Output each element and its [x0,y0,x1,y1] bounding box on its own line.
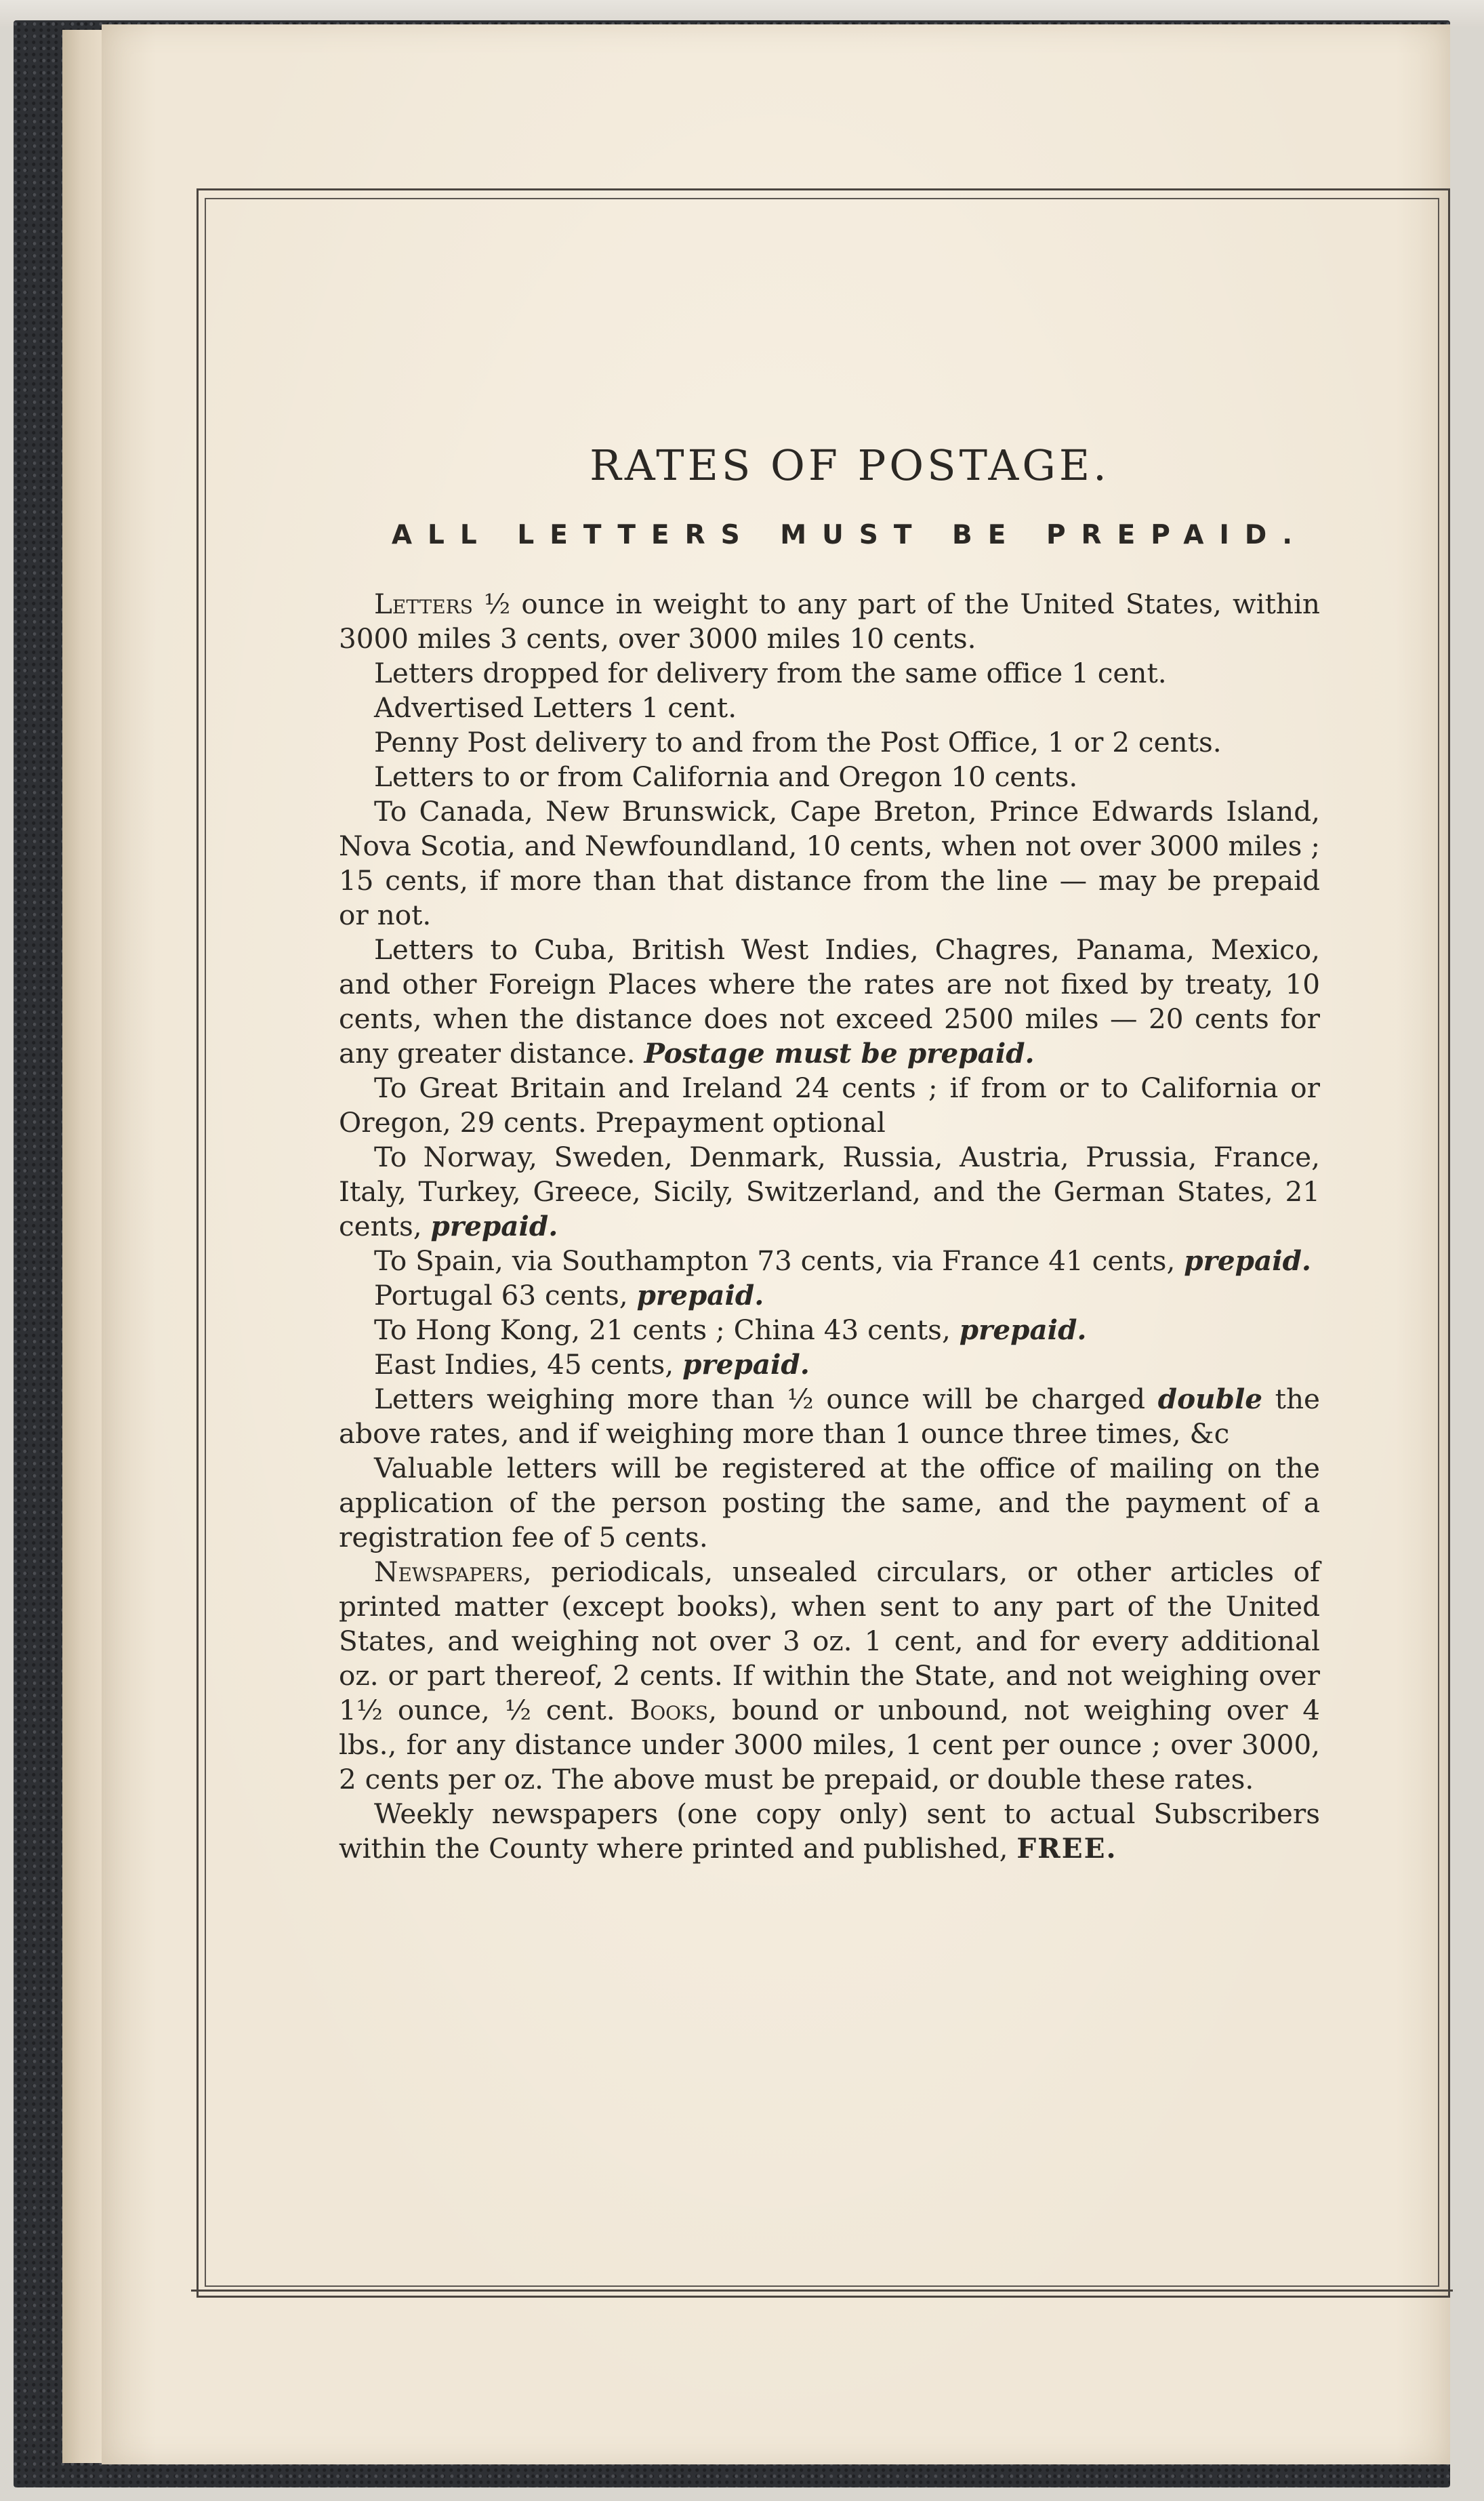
paragraph-portugal [339,1278,1320,1313]
lead-word: Newspapers, [374,1556,532,1588]
paragraph-letters [339,587,1320,656]
paragraph-registered: Valuable letters will be registered at the office of mailing on the application of the person posting the same, and the payment of a registration fee of 5 cents. [339,1452,1320,1553]
emphasis-text: double [1157,1383,1262,1415]
paragraph-newspapers [339,1555,1320,1797]
paragraph-advertised: Advertised Letters 1 cent. [374,691,737,724]
paragraph-text: periodicals, unsealed circulars, or other articles of printed matter (except books), when sent to any part of the United States, and weighing not over 3 oz. 1 cent, and for every additional oz. or part thereof, 2 cents. If within the State, and not weighing over 1½ ounce, ½ cent. [339,1556,1320,1726]
paragraph-weight [339,1382,1320,1451]
text-block [339,420,1320,1866]
emphasis-text: prepaid. [682,1348,810,1381]
paragraph-hong-kong [339,1313,1320,1347]
paragraph-canada: To Canada, New Brunswick, Cape Breton, Prince Edwards Island, Nova Scotia, and Newfoundland, 10 cents, when not over 3000 miles ; 15 cents, if more than that distance from the line — may be prepaid or not. [339,795,1320,931]
paragraph-foreign [339,933,1320,1071]
page-subtitle: ALL LETTERS MUST BE PREPAID. [391,520,1308,550]
paragraph-text: Letters to Cuba, British West Indies, Chagres, Panama, Mexico, and other Foreign Places where the rates are not fixed by treaty, 10 cents, when the distance does not exceed 2500 miles — 20 cents for any greater distance. [339,933,1320,1070]
emphasis-text: prepaid. [636,1279,764,1312]
paragraph-text: bound or unbound, not weighing over 4 lbs., for any distance under 3000 miles, 1 cent per ounce ; over 3000, 2 cents per oz. The above must be prepaid, or double these rates. [339,1694,1321,1795]
paragraph-text: To Norway, Sweden, Denmark, Russia, Austria, Prussia, France, Italy, Turkey, Greece, Sicily, Switzerland, and the German States, 21 cents, [339,1141,1320,1242]
free-label: FREE. [1016,1832,1117,1865]
paragraph-text: Weekly newspapers (one copy only) sent to actual Subscribers within the County where printed and published, [339,1797,1320,1865]
paragraph-europe [339,1140,1320,1244]
paragraph-weekly [339,1797,1320,1866]
paragraph-same-office: Letters dropped for delivery from the same office 1 cent. [374,657,1167,689]
lead-word: Letters [374,588,473,620]
paragraph-spain [339,1244,1320,1278]
bottom-rule [191,2290,1453,2292]
paragraph-california: Letters to or from California and Oregon 10 cents. [374,760,1078,793]
emphasis-text: prepaid. [1184,1244,1312,1277]
paragraph-text: Letters weighing more than ½ ounce will be charged [374,1383,1146,1415]
page-title: RATES OF POSTAGE. [590,441,1110,490]
lead-word: Books, [630,1694,718,1726]
paragraph-text: Portugal 63 cents, [374,1279,628,1312]
paragraph-text: To Spain, via Southampton 73 cents, via France 41 cents, [374,1244,1176,1277]
emphasis-text: prepaid. [430,1210,558,1242]
paragraph-text: To Hong Kong, 21 cents ; China 43 cents, [374,1314,951,1346]
paragraph-text: ½ ounce in weight to any part of the United States, within 3000 miles 3 cents, over 3000 miles 10 cents. [339,588,1320,655]
paragraph-great-britain: To Great Britain and Ireland 24 cents ; if from or to California or Oregon, 29 cents. Prepayment optional [339,1072,1320,1139]
emphasis-text: prepaid. [959,1314,1087,1346]
paragraph-text: the above rates, and if weighing more than 1 ounce three times, &c [339,1383,1320,1450]
paragraph-text: East Indies, 45 cents, [374,1348,674,1381]
paragraph-penny-post: Penny Post delivery to and from the Post Office, 1 or 2 cents. [374,726,1222,758]
paragraph-east-indies [339,1347,1320,1382]
emphasis-text: Postage must be prepaid. [644,1037,1035,1070]
